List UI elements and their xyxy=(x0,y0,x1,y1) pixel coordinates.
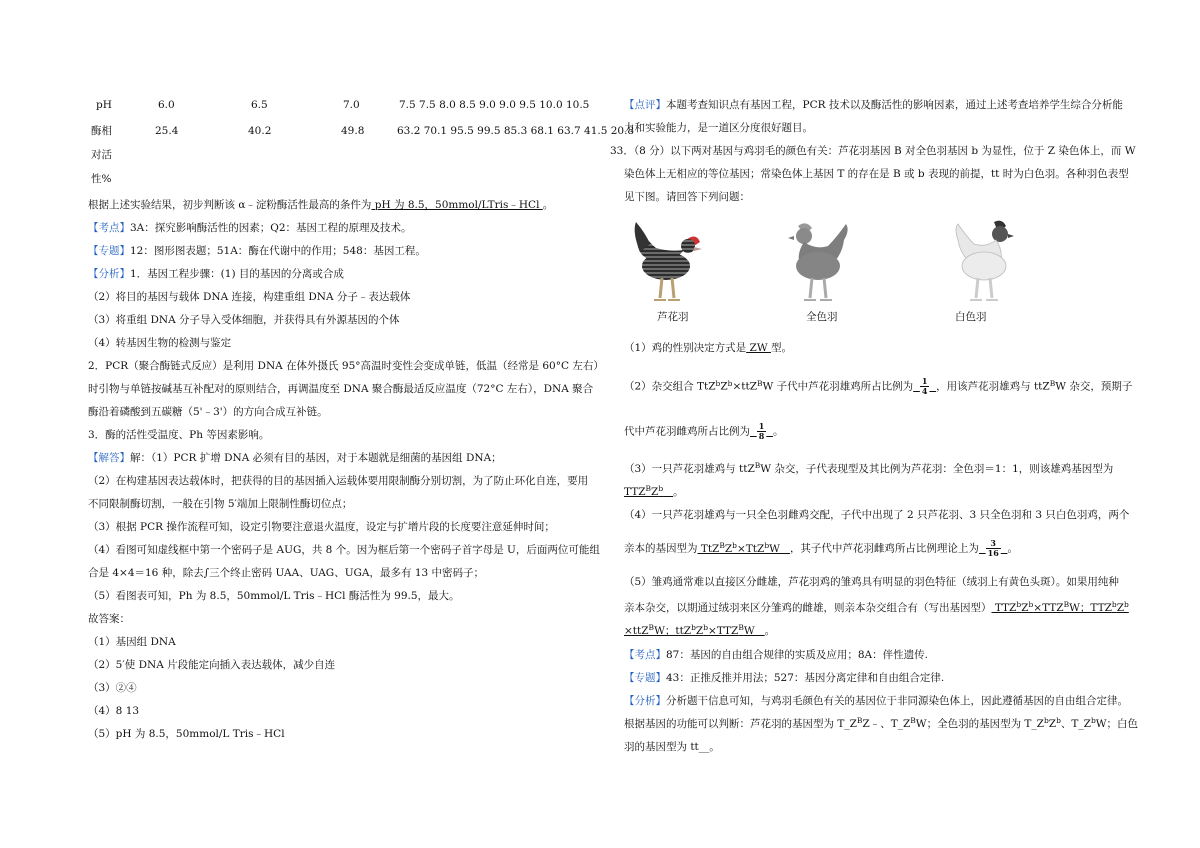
q2-line-2: 代中芦花羽雌鸡所占比例为 $\frac{1}{8}$ 。 xyxy=(624,421,784,441)
q4-answer: $TtZ^BZ^b\times TtZ^bW$ xyxy=(697,540,790,555)
solid-chicken-image xyxy=(784,220,854,304)
enzyme-line: 3．酶的活性受温度、Ph 等因素影响。 xyxy=(88,429,270,441)
q3-line: （3）一只芦花羽雄鸡与 ttZ$^B$W 杂交，子代表现型及其比例为芦花羽：全色羽＝1：1，则该雄鸡基因型为 xyxy=(624,461,1114,475)
table-ph-cell: 6.0 xyxy=(158,99,175,111)
table-activity-cell: 63.2 70.1 95.5 99.5 85.3 68.1 63.7 41.5 20.8 xyxy=(397,125,635,137)
kaodian-tag: 【考点】 xyxy=(88,222,130,234)
zhuanti-tag: 【专题】 xyxy=(88,245,130,257)
solution-line: （4）看图可知虚线框中第一个密码子是 AUG，共 8 个。因为框后第一个密码子首字母是 U，后面两位可能组 xyxy=(88,544,600,556)
solution-line: （2）在构建基因表达载体时，把获得的目的基因插入运载体要用限制酶分别切割，为了防止环化自连，要用 xyxy=(88,475,589,487)
conclusion-line: 根据上述实验结果，初步判断该 α﹣淀粉酶活性最高的条件为 pH 为 8.5，50mmol/LTris﹣HCl 。 xyxy=(88,199,554,211)
zhuanti2-tag: 【专题】 xyxy=(624,672,666,684)
kaodian-line: 【考点】3A：探究影响酶活性的因素；Q2：基因工程的原理及技术。 xyxy=(88,222,412,234)
question-33-line: 见下图。请回答下列问题： xyxy=(624,191,750,203)
q2-line: （2）杂交组合 $TtZ^bZ^b\times ttZ^BW$ 子代中芦花羽雄鸡所占比例为 $\frac{1}{4}$ ，用该芦花羽雄鸡与 ttZ$^B$W 杂交，预期子 xyxy=(624,376,1133,396)
barred-chicken-image xyxy=(626,222,706,304)
answer-item: （3）②④ xyxy=(88,682,137,694)
kaodian2-line: 【考点】87：基因的自由组合规律的实质及应用；8A：伴性遗传. xyxy=(624,649,928,661)
caption-barred: 芦花羽 xyxy=(657,311,689,323)
table-label-activity: 酶相 xyxy=(91,125,112,137)
table-ph-cell: 7.5 7.5 8.0 8.5 9.0 9.0 9.5 10.0 10.5 xyxy=(399,99,590,111)
fenxi2-line: 【分析】分析题干信息可知，与鸡羽毛颜色有关的基因位于非同源染色体上，因此遵循基因的自由组合定律。 xyxy=(624,695,1128,707)
answer-item: （5）pH 为 8.5，50mmol/L Tris﹣HCl xyxy=(88,728,285,740)
table-label-activity-2: 对活 xyxy=(91,149,112,161)
fenxi-line: 【分析】1．基因工程步骤：(1) 目的基因的分离或合成 xyxy=(88,268,344,280)
q3-answer: $TTZ^BZ^b$ xyxy=(624,484,664,498)
fenxi-tag: 【分析】 xyxy=(88,268,130,280)
table-ph-cell: 7.0 xyxy=(343,99,360,111)
answer-item: （4）8 13 xyxy=(88,705,140,717)
q5-answer: $TTZ^bZ^b\times TTZ^BW$；$TTZ^bZ^b$ xyxy=(991,600,1129,614)
solution-line: （3）根据 PCR 操作流程可知，设定引物要注意退火温度，设定与扩增片段的长度要注意延伸时间； xyxy=(88,521,555,533)
question-33-line: 33．（8 分）以下两对基因与鸡羽毛的颜色有关：芦花羽基因 B 对全色羽基因 b 为显性，位于 Z 染色体上，而 W xyxy=(610,145,1136,157)
table-label-ph: pH xyxy=(96,99,112,111)
pcr-line: 时引物与单链按碱基互补配对的原则结合，再调温度至 DNA 聚合酶最适反应温度（72°C 左右），DNA 聚合 xyxy=(88,383,594,395)
q1-line: （1）鸡的性别决定方式是 ZW 型。 xyxy=(624,342,792,354)
fraction-1-8: $\frac{1}{8}$ xyxy=(758,421,765,441)
table-ph-cell: 6.5 xyxy=(251,99,268,111)
jieda-line: 【解答】解：（1）PCR 扩增 DNA 必须有目的基因，对于本题就是细菌的基因组 DNA； xyxy=(88,452,502,464)
q5-line: （5）雏鸡通常难以直接区分雌雄，芦花羽鸡的雏鸡具有明显的羽色特征（绒羽上有黄色头斑）。如果用纯种 xyxy=(624,576,1119,588)
q5-line-3: ×ttZ$^B$W；$ttZ^bZ^b\times TTZ^BW$ 。 xyxy=(624,623,776,637)
solution-line: （5）看图表可知，Ph 为 8.5，50mmol/L Tris﹣HCl 酶活性为 99.5，最大。 xyxy=(88,590,460,602)
dianping-line: 【点评】本题考查知识点有基因工程，PCR 技术以及酶活性的影响因素，通过上述考查培养学生综合分析能 xyxy=(624,99,1123,111)
zhuanti-line: 【专题】12：图形图表题；51A：酶在代谢中的作用；548：基因工程。 xyxy=(88,245,426,257)
fenxi2-tag: 【分析】 xyxy=(624,695,666,707)
fraction-3-16: $\frac{3}{16}$ xyxy=(987,538,999,558)
analysis-line: （4）转基因生物的检测与鉴定 xyxy=(88,337,232,349)
solution-line: 不同限制酶切割，一般在引物 5′端加上限制性酶切位点； xyxy=(88,498,353,510)
conclusion-answer: pH 为 8.5，50mmol/LTris﹣HCl xyxy=(371,199,543,211)
analysis-line: （3）将重组 DNA 分子导入受体细胞，并获得具有外源基因的个体 xyxy=(88,314,400,326)
table-activity-cell: 49.8 xyxy=(341,125,365,137)
pcr-line: 2．PCR（聚合酶链式反应）是利用 DNA 在体外摄氏 95°高温时变性会变成单链，低温（经常是 60°C 左右） xyxy=(88,360,604,372)
table-activity-cell: 40.2 xyxy=(248,125,272,137)
answer-heading: 故答案： xyxy=(88,613,130,625)
fenxi2-line-2: 根据基因的功能可以判断：芦花羽的基因型为 $T\_Z^BZ﹣$、$T\_Z^BW$；全色羽的基因型为 $T\_Z^bZ^b$、$T\_Z^bW$；白色 xyxy=(624,716,1139,730)
jieda-tag: 【解答】 xyxy=(88,452,130,464)
dianping-line-2: 力和实验能力，是一道区分度很好题目。 xyxy=(624,122,813,134)
q4-line-2: 亲本的基因型为 $TtZ^BZ^b\times TtZ^bW$ ，其子代中芦花羽雌鸡所占比例理论上为 $\frac{3}{16}$ 。 xyxy=(624,538,1018,558)
table-label-activity-3: 性% xyxy=(91,173,112,185)
answer-item: （1）基因组 DNA xyxy=(88,636,176,648)
fenxi2-line-3: 羽的基因型为 tt__。 xyxy=(624,741,720,753)
q1-answer: ZW xyxy=(746,342,771,354)
zhuanti2-line: 【专题】43：正推反推并用法；527：基因分离定律和自由组合定律. xyxy=(624,672,945,684)
answer-item: （2）5′使 DNA 片段能定向插入表达载体，减少自连 xyxy=(88,659,336,671)
white-chicken-image xyxy=(950,218,1020,304)
solution-line: 合是 4×4＝16 种，除去∫三个终止密码 UAA、UAG、UGA，最多有 13 中密码子； xyxy=(88,567,485,579)
table-activity-cell: 25.4 xyxy=(155,125,179,137)
q5-line-2: 亲本杂交，以期通过绒羽来区分雏鸡的雌雄，则亲本杂交组合有（写出基因型） $TTZ^bZ^b\times TTZ^BW$；$TTZ^bZ^b$ xyxy=(624,600,1129,614)
question-33-line: 染色体上无相应的等位基因；常染色体上基因 T 的存在是 B 或 b 表现的前提，tt 时为白色羽。各种羽色表型 xyxy=(624,168,1129,180)
q3-line-2: $TTZ^BZ^b$ 。 xyxy=(624,484,684,498)
dianping-tag: 【点评】 xyxy=(624,99,666,111)
fraction-1-4: $\frac{1}{4}$ xyxy=(921,376,928,396)
caption-solid: 全色羽 xyxy=(806,311,838,323)
analysis-line: （2）将目的基因与载体 DNA 连接，构建重组 DNA 分子﹣表达载体 xyxy=(88,291,411,303)
pcr-line: 酶沿着磷酸到五碳糖（5'﹣3'）的方向合成互补链。 xyxy=(88,406,328,418)
kaodian2-tag: 【考点】 xyxy=(624,649,666,661)
caption-white: 白色羽 xyxy=(955,311,987,323)
q4-line: （4）一只芦花羽雄鸡与一只全色羽雌鸡交配，子代中出现了 2 只芦花羽、3 只全色羽和 3 只白色羽鸡，两个 xyxy=(624,509,1130,521)
